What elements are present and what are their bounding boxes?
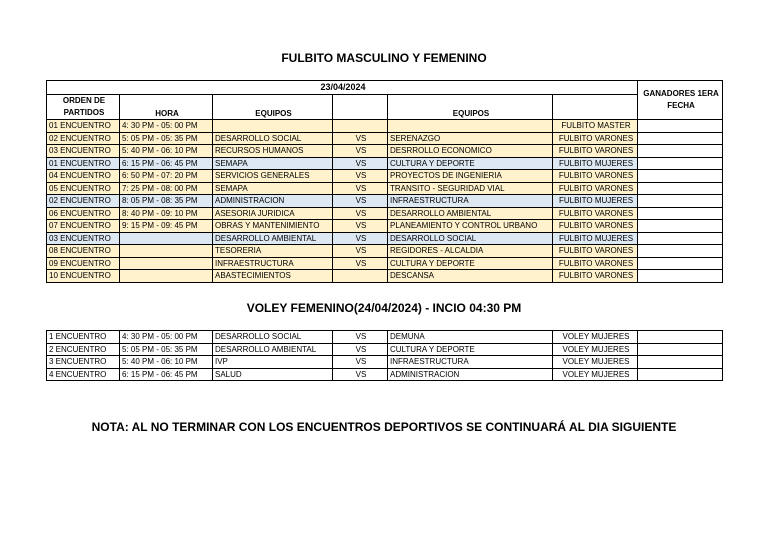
table-row <box>47 157 723 170</box>
hora-cell <box>120 270 213 283</box>
categoria-cell: FULBITO VARONES <box>553 170 638 183</box>
vs-cell: VS <box>333 245 388 258</box>
vs-header <box>333 95 388 120</box>
equipo2-cell: ADMINISTRACION <box>388 368 553 381</box>
vs-cell: VS <box>333 170 388 183</box>
ganador-cell[interactable] <box>638 195 723 208</box>
hora-cell: 4: 30 PM - 05: 00 PM <box>120 331 213 344</box>
vs-cell: VS <box>333 232 388 245</box>
table-row <box>47 232 723 245</box>
categoria-cell: FULBITO MUJERES <box>553 195 638 208</box>
orden-cell: 09 ENCUENTRO <box>47 257 120 270</box>
equipo2-cell <box>388 120 553 133</box>
categoria-cell: FULBITO VARONES <box>553 207 638 220</box>
table-row <box>47 170 723 183</box>
categoria-cell: VOLEY MUJERES <box>553 356 638 369</box>
ganador-cell[interactable] <box>638 182 723 195</box>
vs-cell: VS <box>333 157 388 170</box>
equipo2-cell: DESARROLLO AMBIENTAL <box>388 207 553 220</box>
orden-cell: 02 ENCUENTRO <box>47 195 120 208</box>
ganador-cell[interactable] <box>638 145 723 158</box>
equipo1-cell: ASESORIA JURIDICA <box>213 207 333 220</box>
orden-cell: 06 ENCUENTRO <box>47 207 120 220</box>
table-row <box>47 120 723 133</box>
orden-header: ORDEN DE PARTIDOS <box>47 95 120 120</box>
categoria-cell: FULBITO VARONES <box>553 220 638 233</box>
table-row <box>47 356 723 369</box>
hora-cell: 5: 05 PM - 05: 35 PM <box>120 132 213 145</box>
ganador-cell[interactable] <box>638 343 723 356</box>
hora-cell <box>120 232 213 245</box>
equipos-header-1: EQUIPOS <box>213 95 333 120</box>
equipo2-cell: INFRAESTRUCTURA <box>388 356 553 369</box>
categoria-cell: FULBITO VARONES <box>553 132 638 145</box>
orden-cell: 05 ENCUENTRO <box>47 182 120 195</box>
vs-cell: VS <box>333 356 388 369</box>
orden-cell: 3 ENCUENTRO <box>47 356 120 369</box>
equipo1-cell: SEMAPA <box>213 182 333 195</box>
vs-cell: VS <box>333 220 388 233</box>
categoria-cell: VOLEY MUJERES <box>553 331 638 344</box>
equipo2-cell: DESRROLLO ECONOMICO <box>388 145 553 158</box>
ganador-cell[interactable] <box>638 207 723 220</box>
orden-cell: 2 ENCUENTRO <box>47 343 120 356</box>
equipo2-cell: TRANSITO - SEGURIDAD VIAL <box>388 182 553 195</box>
categoria-cell: VOLEY MUJERES <box>553 343 638 356</box>
orden-cell: 02 ENCUENTRO <box>47 132 120 145</box>
hora-cell: 5: 05 PM - 05: 35 PM <box>120 343 213 356</box>
orden-cell: 10 ENCUENTRO <box>47 270 120 283</box>
equipo2-cell: CULTURA Y DEPORTE <box>388 257 553 270</box>
categoria-cell: FULBITO VARONES <box>553 145 638 158</box>
date-header: 23/04/2024 <box>47 81 638 95</box>
equipo2-cell: PLANEAMIENTO Y CONTROL URBANO <box>388 220 553 233</box>
fulbito-schedule-table <box>46 80 723 283</box>
vs-cell <box>333 270 388 283</box>
orden-cell: 07 ENCUENTRO <box>47 220 120 233</box>
ganador-cell[interactable] <box>638 220 723 233</box>
hora-cell: 7: 25 PM - 08: 00 PM <box>120 182 213 195</box>
hora-cell: 8: 40 PM - 09: 10 PM <box>120 207 213 220</box>
equipo1-cell: OBRAS Y MANTENIMIENTO <box>213 220 333 233</box>
table-row <box>47 145 723 158</box>
ganador-cell[interactable] <box>638 368 723 381</box>
categoria-cell: FULBITO VARONES <box>553 245 638 258</box>
table-row <box>47 220 723 233</box>
hora-cell: 9: 15 PM - 09: 45 PM <box>120 220 213 233</box>
table-row <box>47 182 723 195</box>
table-row <box>47 270 723 283</box>
hora-cell: 5: 40 PM - 06: 10 PM <box>120 145 213 158</box>
voley-title: VOLEY FEMENINO(24/04/2024) - INCIO 04:30 PM <box>246 301 522 315</box>
equipo2-cell: CULTURA Y DEPORTE <box>388 157 553 170</box>
equipo1-cell: DESARROLLO SOCIAL <box>213 132 333 145</box>
equipo1-cell: INFRAESTRUCTURA <box>213 257 333 270</box>
equipo2-cell: SERENAZGO <box>388 132 553 145</box>
vs-cell: VS <box>333 195 388 208</box>
vs-cell: VS <box>333 343 388 356</box>
equipo1-cell: ABASTECIMIENTOS <box>213 270 333 283</box>
hora-cell <box>120 257 213 270</box>
equipo2-cell: DESCANSA <box>388 270 553 283</box>
orden-cell: 01 ENCUENTRO <box>47 120 120 133</box>
categoria-cell: FULBITO VARONES <box>553 182 638 195</box>
equipo1-cell: RECURSOS HUMANOS <box>213 145 333 158</box>
table-row <box>47 245 723 258</box>
vs-cell: VS <box>333 145 388 158</box>
ganador-cell[interactable] <box>638 120 723 133</box>
orden-cell: 1 ENCUENTRO <box>47 331 120 344</box>
categoria-cell: FULBITO VARONES <box>553 270 638 283</box>
vs-cell: VS <box>333 132 388 145</box>
vs-cell: VS <box>333 257 388 270</box>
ganador-cell[interactable] <box>638 356 723 369</box>
table-row <box>47 331 723 344</box>
equipo2-cell: REGIDORES - ALCALDIA <box>388 245 553 258</box>
ganadores-header: GANADORES 1ERA FECHA <box>638 81 723 120</box>
hora-cell: 6: 15 PM - 06: 45 PM <box>120 368 213 381</box>
table-row <box>47 257 723 270</box>
categoria-cell: FULBITO MASTER <box>553 120 638 133</box>
table-row <box>47 368 723 381</box>
categoria-cell: FULBITO MUJERES <box>553 232 638 245</box>
hora-cell: 6: 50 PM - 07: 20 PM <box>120 170 213 183</box>
equipo2-cell: CULTURA Y DEPORTE <box>388 343 553 356</box>
equipo1-cell: IVP <box>213 356 333 369</box>
orden-cell: 04 ENCUENTRO <box>47 170 120 183</box>
categoria-header <box>553 95 638 120</box>
equipo1-cell: ADMINISTRACION <box>213 195 333 208</box>
equipo1-cell: SALUD <box>213 368 333 381</box>
equipo2-cell: DEMUNA <box>388 331 553 344</box>
equipo1-cell: DESARROLLO SOCIAL <box>213 331 333 344</box>
orden-cell: 03 ENCUENTRO <box>47 145 120 158</box>
hora-cell: 6: 15 PM - 06: 45 PM <box>120 157 213 170</box>
vs-cell <box>333 120 388 133</box>
vs-cell: VS <box>333 182 388 195</box>
ganador-cell[interactable] <box>638 132 723 145</box>
hora-header: HORA <box>120 95 213 120</box>
equipos-header-2: EQUIPOS <box>388 95 553 120</box>
ganador-cell[interactable] <box>638 245 723 258</box>
vs-cell: VS <box>333 331 388 344</box>
hora-cell: 4: 30 PM - 05: 00 PM <box>120 120 213 133</box>
ganador-cell[interactable] <box>638 270 723 283</box>
table-row <box>47 343 723 356</box>
ganador-cell[interactable] <box>638 257 723 270</box>
categoria-cell: VOLEY MUJERES <box>553 368 638 381</box>
equipo1-cell: SERVICIOS GENERALES <box>213 170 333 183</box>
equipo1-cell <box>213 120 333 133</box>
ganador-cell[interactable] <box>638 331 723 344</box>
orden-cell: 01 ENCUENTRO <box>47 157 120 170</box>
equipo1-cell: DESARROLLO AMBIENTAL <box>213 232 333 245</box>
table-row <box>47 195 723 208</box>
table-row <box>47 132 723 145</box>
categoria-cell: FULBITO VARONES <box>553 257 638 270</box>
hora-cell <box>120 245 213 258</box>
voley-schedule-table <box>46 330 723 381</box>
ganador-cell[interactable] <box>638 170 723 183</box>
equipo2-cell: PROYECTOS DE INGENIERIA <box>388 170 553 183</box>
table-row <box>47 207 723 220</box>
equipo2-cell: INFRAESTRUCTURA <box>388 195 553 208</box>
vs-cell: VS <box>333 368 388 381</box>
hora-cell: 8: 05 PM - 08: 35 PM <box>120 195 213 208</box>
categoria-cell: FULBITO MUJERES <box>553 157 638 170</box>
ganador-cell[interactable] <box>638 232 723 245</box>
equipo1-cell: SEMAPA <box>213 157 333 170</box>
equipo1-cell: TESORERIA <box>213 245 333 258</box>
hora-cell: 5: 40 PM - 06: 10 PM <box>120 356 213 369</box>
fulbito-title: FULBITO MASCULINO Y FEMENINO <box>281 51 487 65</box>
ganador-cell[interactable] <box>638 157 723 170</box>
orden-cell: 4 ENCUENTRO <box>47 368 120 381</box>
equipo1-cell: DESARROLLO AMBIENTAL <box>213 343 333 356</box>
nota-text: NOTA: AL NO TERMINAR CON LOS ENCUENTROS DEPORTIVOS SE CONTINUARÁ AL DIA SIGUIENTE <box>91 420 677 434</box>
orden-cell: 03 ENCUENTRO <box>47 232 120 245</box>
orden-cell: 08 ENCUENTRO <box>47 245 120 258</box>
vs-cell: VS <box>333 207 388 220</box>
equipo2-cell: DESARROLLO SOCIAL <box>388 232 553 245</box>
